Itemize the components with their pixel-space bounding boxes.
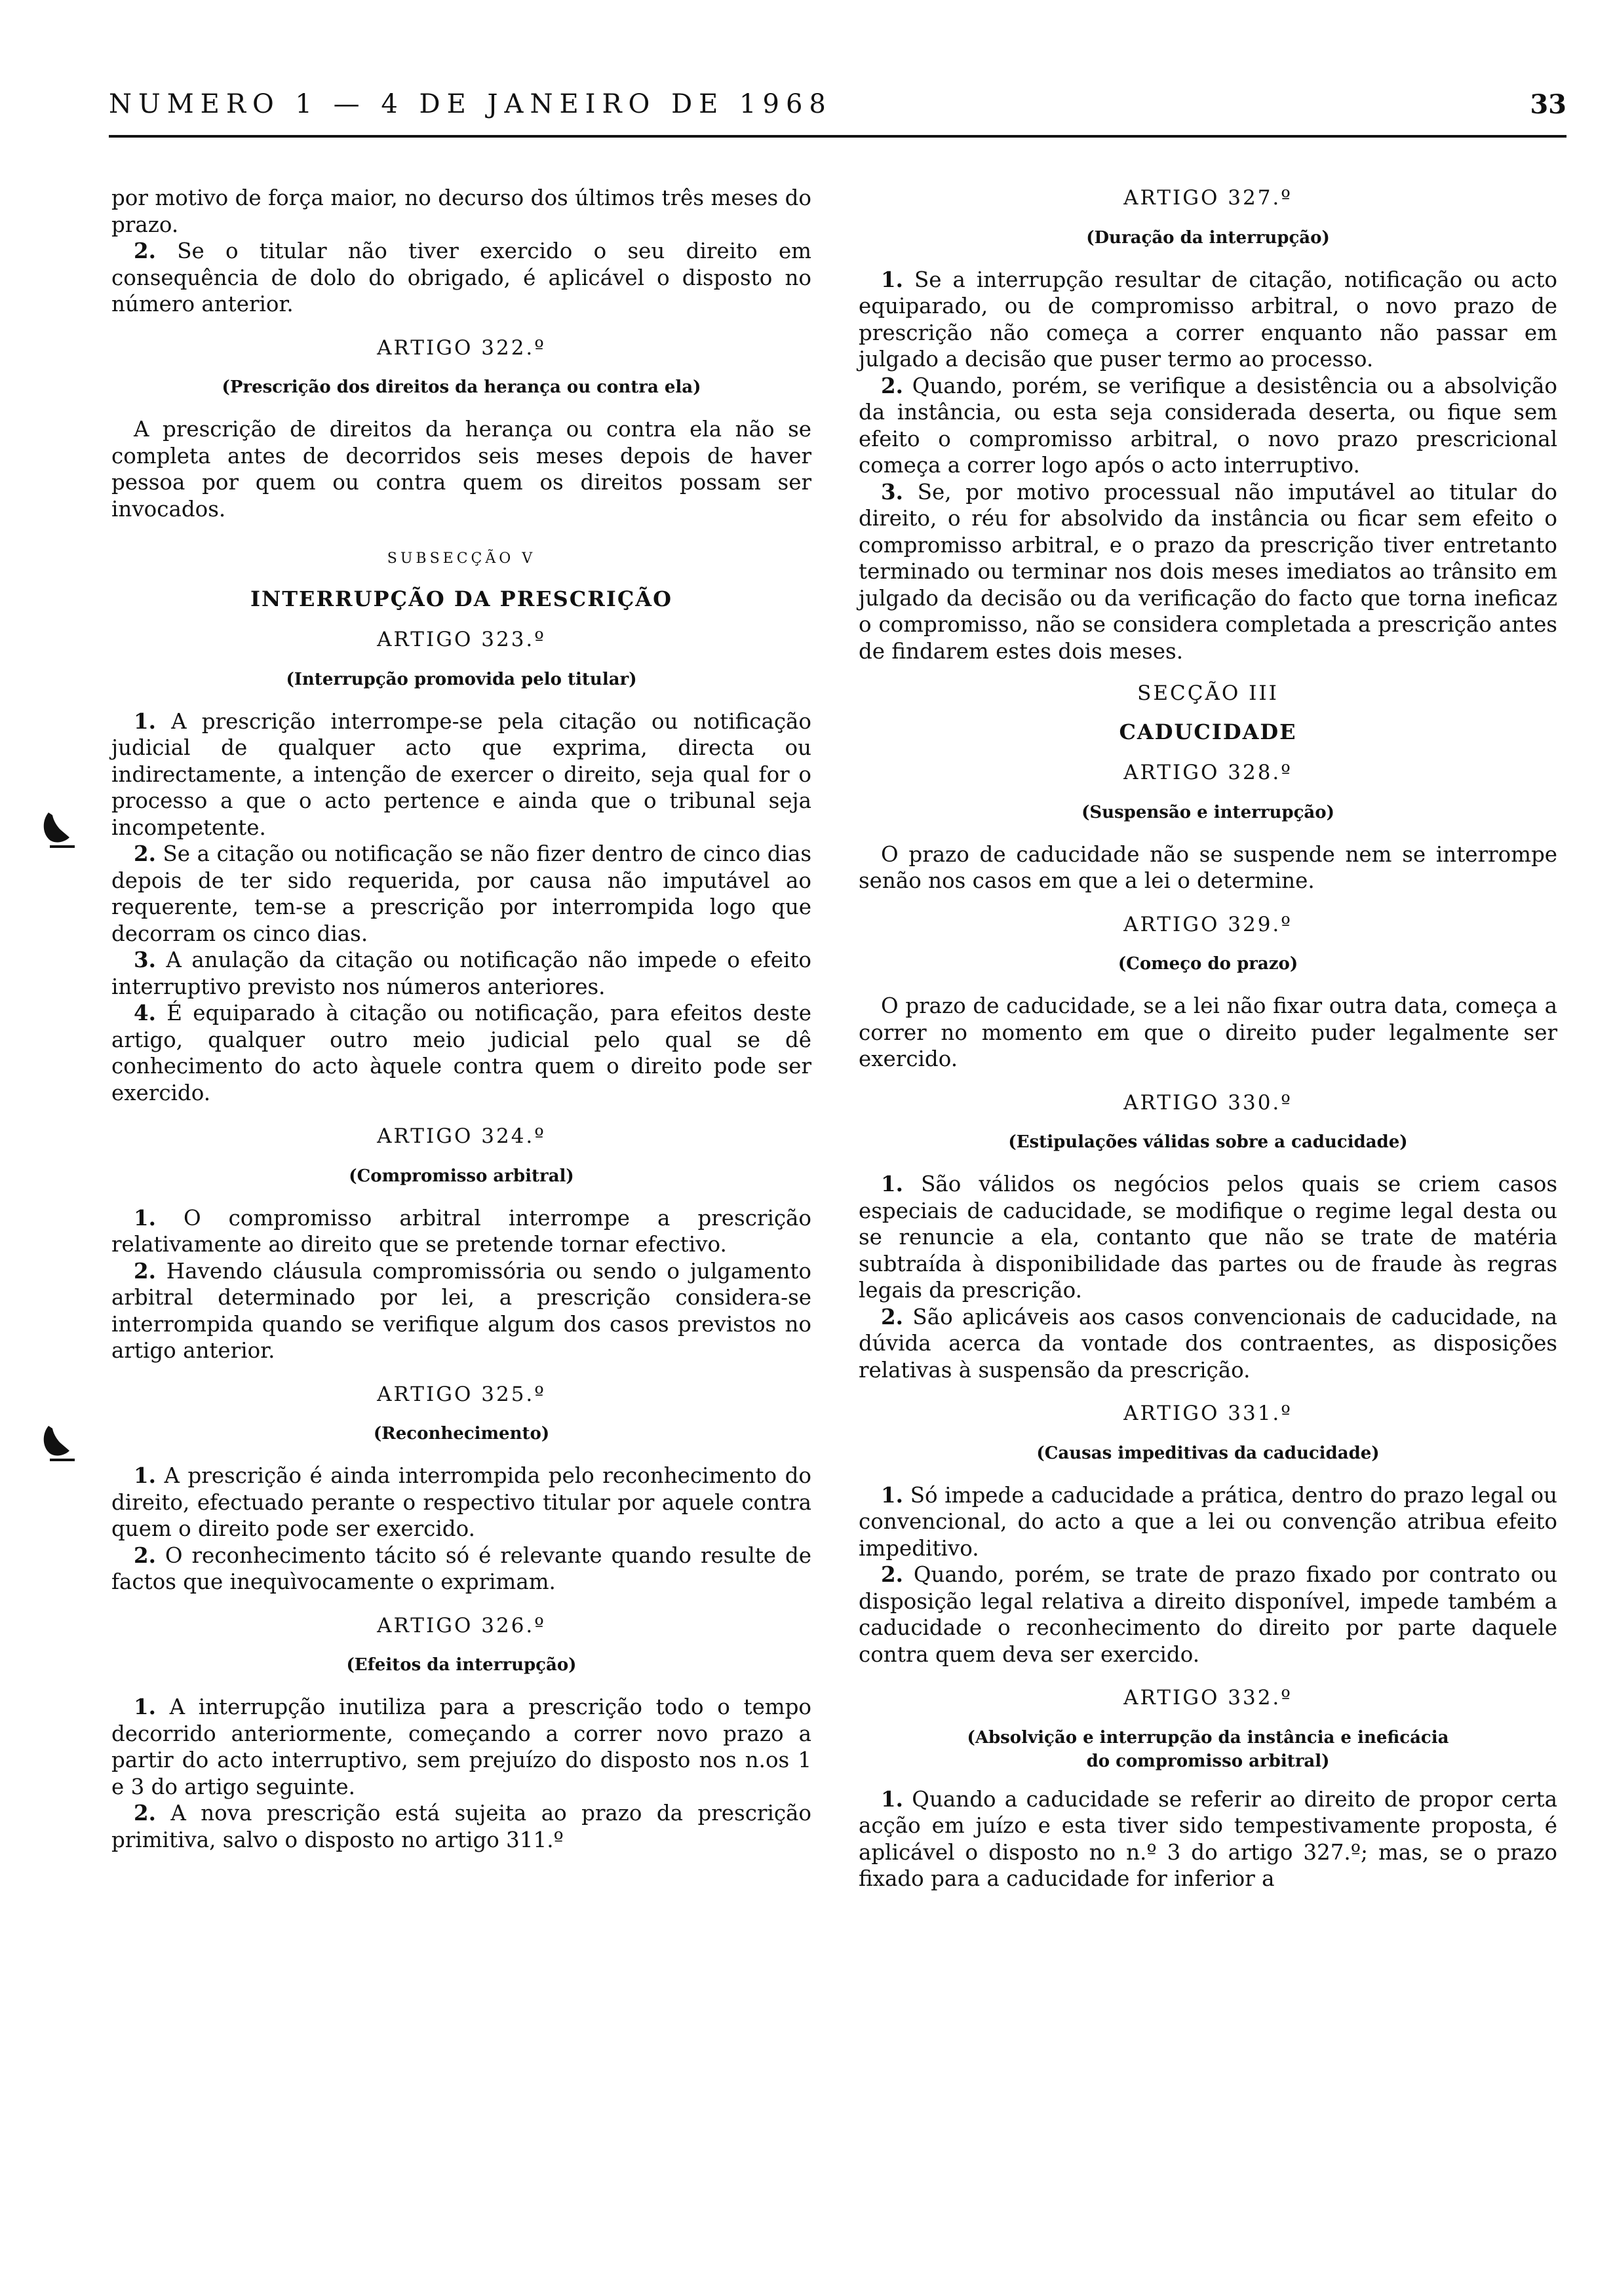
- article-subtitle: (Compromisso arbitral): [349, 1166, 574, 1186]
- article-heading: ARTIGO 330.º: [1123, 1090, 1293, 1115]
- item-text: São aplicáveis aos casos convencionais de caducidade, na dúvida acerca da vontade dos contraentes, as disposições relativas à suspensão da prescrição.: [859, 1304, 1557, 1383]
- item-number: 1.: [881, 266, 903, 292]
- subsection-title: INTERRUPÇÃO DA PRESCRIÇÃO: [250, 586, 672, 611]
- item-text: Só impede a caducidade a prática, dentro do prazo legal ou convencional, do acto a que a lei ou convenção atribua efeito impeditivo.: [859, 1482, 1557, 1561]
- paragraph: [111, 1542, 811, 1596]
- article-subtitle: (Estipulações válidas sobre a caducidade): [1008, 1132, 1408, 1152]
- article-heading: ARTIGO 332.º: [1123, 1686, 1293, 1710]
- item-number: 1.: [881, 1786, 903, 1812]
- article-subtitle: (Efeitos da interrupção): [346, 1655, 577, 1675]
- paragraph: [111, 947, 811, 1000]
- item-text: É equiparado à citação ou notificação, para efeitos deste artigo, qualquer outro meio judicial pelo qual se dê conhecimento do acto àquele contra quem o direito pode ser exercido.: [111, 1001, 811, 1105]
- paragraph: [111, 708, 811, 841]
- paragraph: [859, 1482, 1557, 1562]
- paragraph: O prazo de caducidade, se a lei não fixar outra data, começa a correr no momento em que o direito puder legalmente ser exercido.: [859, 993, 1557, 1071]
- article-subtitle: (Interrupção promovida pelo titular): [286, 669, 637, 689]
- article-subtitle: (Começo do prazo): [1118, 954, 1298, 974]
- item-text: Quando a caducidade se referir ao direito de propor certa acção em juízo e esta tiver sido tempestivamente proposta, é aplicável o disposto no n.º 3 do artigo 327.º; mas, se o prazo fixado para a caducidade for inferior a: [859, 1786, 1557, 1891]
- article-subtitle: (Prescrição dos direitos da herança ou contra ela): [222, 377, 701, 397]
- article-heading: ARTIGO 327.º: [1123, 186, 1293, 210]
- item-number: 4.: [134, 1000, 156, 1025]
- article-subtitle: (Reconhecimento): [373, 1424, 550, 1444]
- margin-mark-icon: [38, 1421, 84, 1466]
- item-text: A prescrição é ainda interrompida pelo reconhecimento do direito, efectuado perante o respectivo titular por aquele contra quem o direito pode ser exercido.: [111, 1463, 811, 1541]
- issue-title: NUMERO 1 — 4 DE JANEIRO DE 1968: [109, 89, 832, 119]
- item-number: 1.: [134, 1204, 156, 1231]
- item-number: 2.: [134, 1257, 156, 1284]
- article-heading: ARTIGO 326.º: [377, 1613, 546, 1637]
- article-heading: ARTIGO 325.º: [377, 1382, 546, 1406]
- article-subtitle-line: (Absolvição e interrupção da instância e ineficácia: [967, 1727, 1449, 1748]
- paragraph: [859, 1171, 1557, 1304]
- article-heading: ARTIGO 324.º: [377, 1124, 546, 1148]
- item-number: 2.: [881, 372, 903, 398]
- paragraph: [111, 841, 811, 947]
- item-number: 2.: [134, 1800, 156, 1826]
- header-rule: [109, 135, 1566, 138]
- article-heading: ARTIGO 331.º: [1123, 1402, 1293, 1425]
- item-number: 3.: [881, 478, 903, 505]
- item-number: 1.: [134, 1694, 156, 1719]
- paragraph: [859, 373, 1557, 479]
- paragraph: [111, 238, 811, 318]
- paragraph: [111, 1258, 811, 1364]
- item-text: Quando, porém, se trate de prazo fixado por contrato ou disposição legal relativa a direito disponível, impede também a caducidade o reconhecimento do direito por parte daquele contra quem deva ser exercido.: [859, 1562, 1557, 1667]
- item-text: Se a citação ou notificação se não fizer dentro de cinco dias depois de ter sido requerida, por causa não imputável ao requerente, tem-se a prescrição por interrompida logo que decorram os cinco dias.: [111, 841, 811, 946]
- item-text: A interrupção inutiliza para a prescrição todo o tempo decorrido anteriormente, começando a correr novo prazo a partir do acto interruptivo, sem prejuízo do disposto nos n.os 1 e 3 do artigo seguinte.: [111, 1694, 811, 1799]
- item-text: A anulação da citação ou notificação não impede o efeito interruptivo previsto nos números anteriores.: [111, 947, 811, 999]
- item-text: A nova prescrição está sujeita ao prazo da prescrição primitiva, salvo o disposto no artigo 311.º: [111, 1801, 811, 1852]
- paragraph: [111, 1694, 811, 1800]
- item-number: 1.: [134, 708, 156, 734]
- article-heading: ARTIGO 323.º: [377, 628, 546, 651]
- item-number: 1.: [881, 1171, 903, 1196]
- paragraph: [111, 1205, 811, 1258]
- item-number: 2.: [134, 238, 156, 263]
- paragraph: [111, 1000, 811, 1106]
- paragraph: [859, 479, 1557, 665]
- section-label: SECÇÃO III: [1137, 681, 1279, 705]
- page-header: [109, 89, 1566, 128]
- article-subtitle: (Duração da interrupção): [1086, 227, 1330, 248]
- item-number: 3.: [134, 947, 156, 972]
- paragraph: [859, 1561, 1557, 1668]
- left-column: [111, 185, 811, 1853]
- article-heading: ARTIGO 328.º: [1123, 761, 1293, 784]
- item-text: Se, por motivo processual não imputável ao titular do direito, o réu for absolvido da instância ou ficar sem efeito o compromisso arbitral, e o prazo da prescrição tiver entretanto terminado ou terminar nos dois meses imediatos ao trânsito em julgado da decisão ou da verificação do facto que torna ineficaz o compromisso, não se considera completada a prescrição antes de findarem estes dois meses.: [859, 479, 1557, 664]
- paragraph: [859, 1786, 1557, 1892]
- item-text: Se a interrupção resultar de citação, notificação ou acto equiparado, ou de compromisso arbitral, o novo prazo de prescrição não começa a correr enquanto não passar em julgado a decisão que puser termo ao processo.: [859, 267, 1557, 372]
- article-subtitle-line: do compromisso arbitral): [1086, 1751, 1330, 1771]
- paragraph: O prazo de caducidade não se suspende nem se interrompe senão nos casos em que a lei o determine.: [859, 841, 1557, 893]
- subsection-label: SUBSECÇÃO V: [387, 550, 536, 567]
- article-subtitle: (Causas impeditivas da caducidade): [1036, 1443, 1380, 1463]
- item-number: 1.: [134, 1463, 156, 1488]
- right-column: [859, 185, 1557, 1892]
- article-heading: ARTIGO 329.º: [1123, 912, 1293, 936]
- paragraph: A prescrição de direitos da herança ou contra ela não se completa antes de decorridos seis meses depois de haver pessoa por quem ou contra quem os direitos possam ser invocados.: [111, 417, 811, 522]
- article-subtitle: (Suspensão e interrupção): [1081, 802, 1334, 822]
- item-text: A prescrição interrompe-se pela citação ou notificação judicial de qualquer acto que exprima, directa ou indirectamente, a intenção de exercer o direito, seja qual for o processo a que o acto pertence e ainda que o tribunal seja incompetente.: [111, 708, 811, 840]
- article-subtitle: [859, 1726, 1557, 1773]
- paragraph: [111, 1463, 811, 1542]
- paragraph: [111, 1800, 811, 1853]
- item-number: 2.: [134, 841, 156, 866]
- paragraph: [859, 1304, 1557, 1384]
- item-text: Havendo cláusula compromissória ou sendo o julgamento arbitral determinado por lei, a prescrição considera-se interrompida quando se verifique algum dos casos previstos no artigo anterior.: [111, 1258, 811, 1363]
- item-number: 2.: [881, 1561, 903, 1587]
- item-number: 1.: [881, 1482, 903, 1508]
- item-number: 2.: [134, 1542, 156, 1568]
- page-number: 33: [1530, 89, 1566, 120]
- item-text: Se o titular não tiver exercido o seu direito em consequência de dolo do obrigado, é aplicável o disposto no número anterior.: [111, 239, 811, 316]
- paragraph: por motivo de força maior, no decurso dos últimos três meses do prazo.: [111, 185, 811, 237]
- item-text: Quando, porém, se verifique a desistência ou a absolvição da instância, ou esta seja considerada deserta, ou fique sem efeito o compromisso arbitral, o novo prazo prescricional começa a correr logo após o acto interruptivo.: [859, 373, 1557, 478]
- paragraph: [859, 267, 1557, 373]
- item-number: 2.: [881, 1303, 903, 1330]
- section-title: CADUCIDADE: [1119, 719, 1297, 744]
- item-text: O compromisso arbitral interrompe a prescrição relativamente ao direito que se pretende tornar efectivo.: [111, 1205, 811, 1257]
- item-text: O reconhecimento tácito só é relevante quando resulte de factos que inequìvocamente o exprimam.: [111, 1542, 811, 1594]
- item-text: São válidos os negócios pelos quais se criem casos especiais de caducidade, se modifique o regime legal desta ou se renuncie a ela, contanto que não se trate de matéria subtraída à disponibilidade das partes ou de fraude às regras legais da prescrição.: [859, 1172, 1557, 1303]
- article-heading: ARTIGO 322.º: [377, 335, 546, 360]
- margin-mark-icon: [38, 807, 84, 853]
